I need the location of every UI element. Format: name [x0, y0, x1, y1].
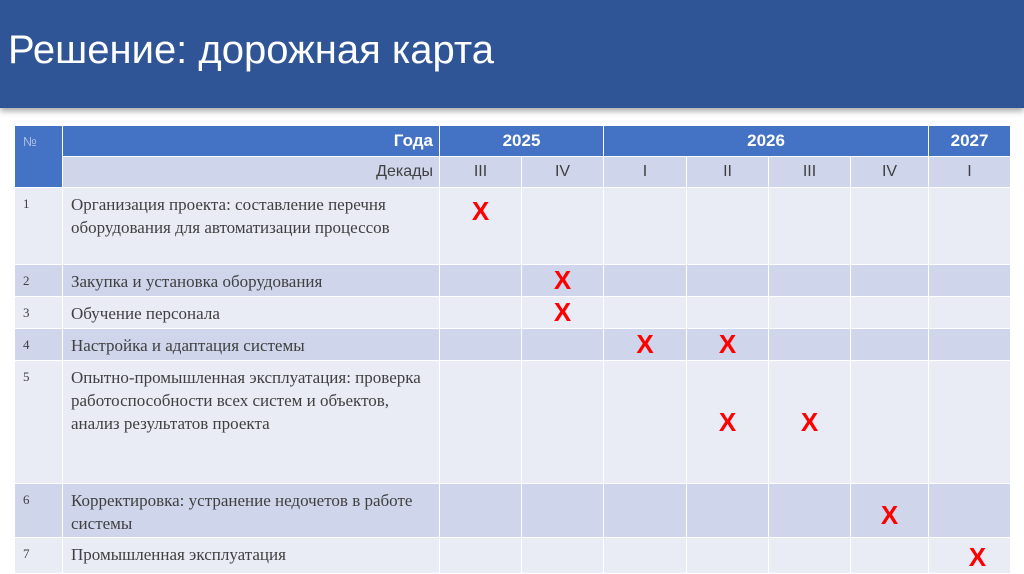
- decade-header: IV: [851, 157, 929, 188]
- task-name: Закупка и установка оборудования: [63, 265, 440, 297]
- schedule-cell: [687, 484, 769, 538]
- schedule-cell: [851, 538, 929, 574]
- schedule-cell: [440, 297, 522, 329]
- task-name: Обучение персонала: [63, 297, 440, 329]
- table-row: [15, 484, 1011, 538]
- year-header: 2027: [929, 126, 1011, 157]
- schedule-cell: [522, 484, 604, 538]
- schedule-cell: [440, 188, 522, 265]
- decade-header: I: [929, 157, 1011, 188]
- schedule-cell: [769, 329, 851, 361]
- task-name: Промышленная эксплуатация: [63, 538, 440, 574]
- schedule-cell: [604, 297, 687, 329]
- schedule-cell: [522, 361, 604, 484]
- schedule-mark: X: [718, 406, 737, 437]
- table-row: [15, 361, 1011, 484]
- schedule-cell: [522, 297, 604, 329]
- schedule-mark: X: [718, 329, 737, 359]
- decade-header: IV: [522, 157, 604, 188]
- number-column-header: №: [15, 126, 63, 188]
- row-number: 7: [15, 538, 63, 574]
- schedule-cell: [851, 329, 929, 361]
- decade-header: II: [687, 157, 769, 188]
- schedule-cell: [929, 329, 1011, 361]
- schedule-cell: [929, 265, 1011, 297]
- title-bar: [0, 0, 1024, 108]
- schedule-cell: [604, 538, 687, 574]
- schedule-cell: [929, 538, 1011, 574]
- schedule-cell: [687, 361, 769, 484]
- schedule-cell: [522, 265, 604, 297]
- table-row: [15, 329, 1011, 361]
- year-header: 2025: [440, 126, 604, 157]
- schedule-cell: [769, 297, 851, 329]
- task-name: Корректировка: устранение недочетов в работе системы: [63, 484, 440, 538]
- schedule-cell: [687, 329, 769, 361]
- schedule-cell: [687, 538, 769, 574]
- schedule-cell: [604, 361, 687, 484]
- schedule-cell: [769, 188, 851, 265]
- schedule-mark: X: [968, 542, 987, 572]
- page-title: Решение: дорожная карта: [8, 28, 495, 72]
- schedule-cell: [929, 361, 1011, 484]
- row-number: 3: [15, 297, 63, 329]
- task-name: Опытно-промышленная эксплуатация: проверка работоспособности всех систем и объектов, анализ результатов проекта: [63, 361, 440, 484]
- schedule-cell: [769, 265, 851, 297]
- decade-header: III: [769, 157, 851, 188]
- schedule-cell: [604, 188, 687, 265]
- schedule-mark: X: [880, 500, 899, 530]
- schedule-cell: [522, 538, 604, 574]
- schedule-mark: X: [553, 297, 572, 327]
- task-name: Настройка и адаптация системы: [63, 329, 440, 361]
- schedule-mark: X: [471, 196, 490, 226]
- decade-header: I: [604, 157, 687, 188]
- row-number: 4: [15, 329, 63, 361]
- schedule-cell: [851, 188, 929, 265]
- schedule-cell: [929, 297, 1011, 329]
- schedule-cell: [440, 329, 522, 361]
- schedule-cell: [440, 361, 522, 484]
- schedule-mark: X: [553, 265, 572, 295]
- schedule-cell: [929, 188, 1011, 265]
- year-header: 2026: [604, 126, 929, 157]
- roadmap-table: [14, 125, 1011, 574]
- schedule-mark: X: [800, 406, 819, 437]
- row-number: 2: [15, 265, 63, 297]
- schedule-cell: [604, 265, 687, 297]
- table-row: [15, 297, 1011, 329]
- schedule-cell: [522, 329, 604, 361]
- schedule-cell: [440, 538, 522, 574]
- table-row: [15, 265, 1011, 297]
- schedule-cell: [440, 484, 522, 538]
- schedule-cell: [769, 538, 851, 574]
- schedule-cell: [604, 484, 687, 538]
- schedule-cell: [851, 484, 929, 538]
- decades-label: Декады: [63, 157, 440, 188]
- schedule-cell: [687, 265, 769, 297]
- schedule-cell: [687, 297, 769, 329]
- schedule-cell: [522, 188, 604, 265]
- schedule-cell: [851, 297, 929, 329]
- task-name: Организация проекта: составление перечня оборудования для автоматизации процессов: [63, 188, 440, 265]
- schedule-cell: [851, 361, 929, 484]
- row-number: 1: [15, 188, 63, 265]
- schedule-cell: [769, 484, 851, 538]
- schedule-cell: [604, 329, 687, 361]
- schedule-cell: [851, 265, 929, 297]
- schedule-mark: X: [636, 329, 654, 359]
- row-number: 5: [15, 361, 63, 484]
- schedule-cell: [687, 188, 769, 265]
- row-number: 6: [15, 484, 63, 538]
- table-row: [15, 188, 1011, 265]
- schedule-cell: [769, 361, 851, 484]
- decade-header: III: [440, 157, 522, 188]
- years-label: Года: [63, 126, 440, 157]
- schedule-cell: [929, 484, 1011, 538]
- table-row: [15, 538, 1011, 574]
- schedule-cell: [440, 265, 522, 297]
